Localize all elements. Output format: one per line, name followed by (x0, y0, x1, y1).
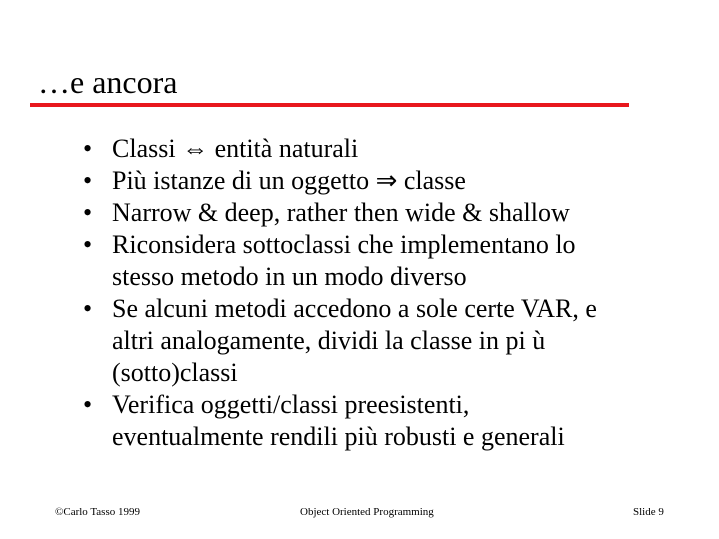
footer-slide-number: Slide 9 (633, 506, 664, 518)
bullet-dot: • (83, 230, 93, 259)
bullet-item (83, 197, 703, 229)
bullet-item (83, 133, 703, 165)
bullet-line: stesso metodo in un modo diverso (112, 262, 467, 291)
bullet-line: eventualmente rendili più robusti e generali (112, 422, 565, 451)
bullet-line: (sotto)classi (112, 358, 238, 387)
bullet-line: Più istanze di un oggetto ⇒ classe (112, 166, 466, 195)
bullet-dot: • (83, 390, 93, 419)
slide-title: …e ancora (38, 64, 178, 100)
bullet-line: Riconsidera sottoclassi che implementano lo (112, 230, 576, 259)
footer-copyright: ©Carlo Tasso 1999 (55, 506, 140, 518)
bullet-line: Verifica oggetti/classi preesistenti, (112, 390, 470, 419)
bullet-item (83, 165, 703, 197)
bullet-line: Classi ⇔ entità naturali (112, 134, 359, 163)
bullet-item (83, 293, 703, 389)
bullet-line: altri analogamente, dividi la classe in pi ù (112, 326, 546, 355)
bullet-dot: • (83, 166, 93, 195)
bullet-list (83, 133, 703, 453)
bullet-line: Se alcuni metodi accedono a sole certe VAR, e (112, 294, 597, 323)
footer-course-title: Object Oriented Programming (300, 506, 434, 518)
bullet-line: Narrow & deep, rather then wide & shallow (112, 198, 570, 227)
bullet-dot: • (83, 198, 93, 227)
bullet-item (83, 229, 703, 293)
bullet-item (83, 389, 703, 453)
bullet-dot: • (83, 134, 93, 163)
title-underline (30, 103, 629, 107)
bullet-dot: • (83, 294, 93, 323)
